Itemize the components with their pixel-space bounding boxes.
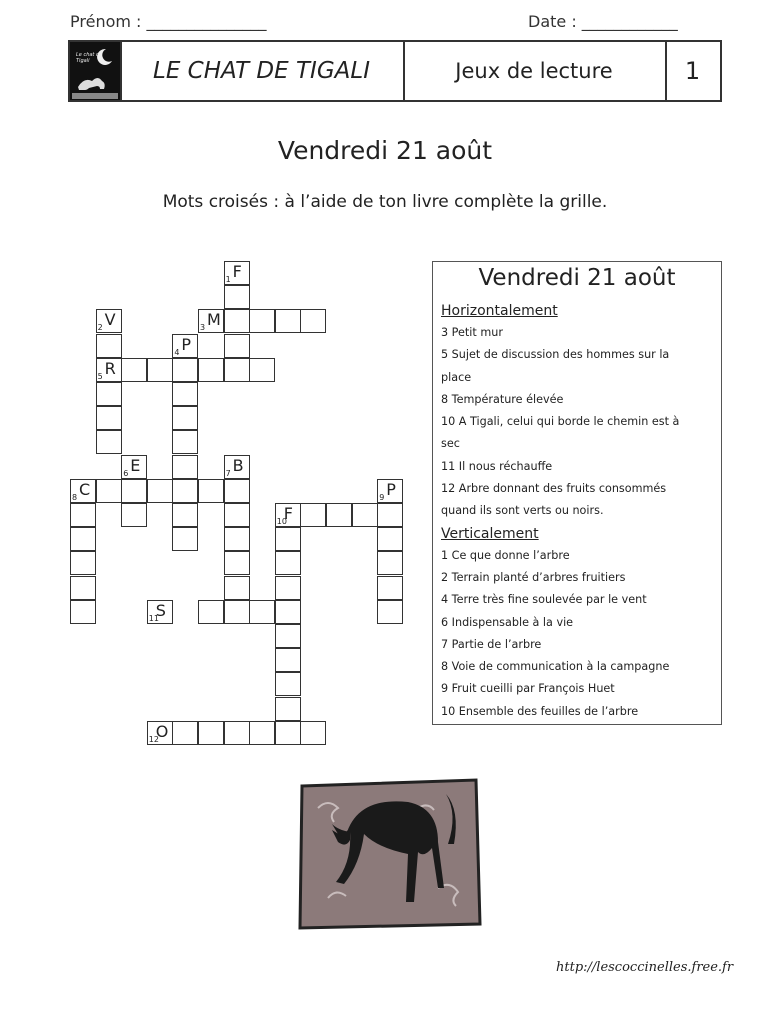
crossword-cell[interactable] xyxy=(70,576,96,600)
clue-item: quand ils sont verts ou noirs. xyxy=(441,504,604,518)
crossword-clue-number: 2 xyxy=(97,323,103,333)
clues-panel xyxy=(432,261,722,725)
crossword-letter: C xyxy=(79,479,91,499)
crossword-cell[interactable] xyxy=(224,503,250,527)
crossword-cell[interactable] xyxy=(275,600,301,624)
worksheet-title: LE CHAT DE TIGALI xyxy=(120,42,405,100)
crossword-cell[interactable] xyxy=(70,600,96,624)
cat-illustration xyxy=(298,778,482,930)
crossword-clue-number: 10 xyxy=(276,517,287,526)
crossword-cell[interactable] xyxy=(147,600,173,624)
crossword-cell[interactable] xyxy=(249,600,275,624)
clue-item: 6 Indispensable à la vie xyxy=(441,615,574,629)
arched-cat-icon xyxy=(298,778,482,930)
clue-item: 10 Ensemble des feuilles de l’arbre xyxy=(441,704,639,718)
crossword-cell[interactable] xyxy=(96,382,122,406)
crossword-letter: P xyxy=(386,479,396,499)
date-field: Date : ____________ xyxy=(528,12,678,31)
crossword-cell[interactable] xyxy=(224,261,250,285)
instructions: Mots croisés : à l’aide de ton livre complète la grille. xyxy=(162,192,608,212)
crossword-cell[interactable] xyxy=(224,455,250,479)
crossword-cell[interactable] xyxy=(172,721,198,745)
crossword-cell[interactable] xyxy=(147,358,173,382)
crossword-cell[interactable] xyxy=(70,551,96,575)
crossword-clue-number: 9 xyxy=(379,492,385,502)
logo xyxy=(70,42,122,100)
crossword-cell[interactable] xyxy=(172,358,198,382)
horizontal-clue-list xyxy=(441,322,713,523)
crossword-cell[interactable] xyxy=(377,479,403,503)
crossword-cell[interactable] xyxy=(121,479,147,503)
crossword-cell[interactable] xyxy=(224,285,250,309)
crossword-cell[interactable] xyxy=(377,576,403,600)
crossword-cell[interactable] xyxy=(275,309,301,333)
crossword-cell[interactable] xyxy=(121,503,147,527)
crossword-cell[interactable] xyxy=(172,334,198,358)
clue-item: 4 Terre très fine soulevée par le vent xyxy=(441,593,647,607)
worksheet-number: 1 xyxy=(684,57,701,85)
crossword-clue-number: 6 xyxy=(123,468,129,478)
crossword-cell[interactable] xyxy=(172,527,198,551)
crossword-cell[interactable] xyxy=(224,600,250,624)
crossword-cell[interactable] xyxy=(224,551,250,575)
clue-item: 5 Sujet de discussion des hommes sur la xyxy=(441,348,670,362)
crossword-cell[interactable] xyxy=(96,334,122,358)
header-banner xyxy=(68,40,722,102)
crossword-letter: V xyxy=(104,310,116,330)
crossword-cell[interactable] xyxy=(224,721,250,745)
crossword-cell[interactable] xyxy=(275,721,301,745)
crossword-cell[interactable] xyxy=(300,503,326,527)
clue-item: 11 Il nous réchauffe xyxy=(441,459,553,473)
crossword-cell[interactable] xyxy=(70,527,96,551)
crossword-cell[interactable] xyxy=(172,503,198,527)
crossword-cell[interactable] xyxy=(70,503,96,527)
crossword-cell[interactable] xyxy=(198,479,224,503)
crossword-cell[interactable] xyxy=(377,503,403,527)
crossword-cell[interactable] xyxy=(249,309,275,333)
crossword-cell[interactable] xyxy=(275,551,301,575)
clue-item: place xyxy=(441,370,472,384)
crossword-clue-number: 8 xyxy=(72,492,78,502)
crossword-cell[interactable] xyxy=(275,672,301,696)
clue-item: 8 Température élevée xyxy=(441,392,564,406)
crossword-cell[interactable] xyxy=(198,721,224,745)
clue-item: 9 Fruit cueilli par François Huet xyxy=(441,682,615,696)
crossword-cell[interactable] xyxy=(198,309,224,333)
crossword-cell[interactable] xyxy=(275,624,301,648)
crossword-letter: B xyxy=(232,455,244,475)
crossword-cell[interactable] xyxy=(96,358,122,382)
logo-text: Le chat de Tigali xyxy=(76,52,103,64)
crossword-clue-number: 1 xyxy=(225,275,231,284)
crossword-clue-number: 4 xyxy=(174,347,180,357)
crossword-cell[interactable] xyxy=(275,503,301,527)
crossword-cell[interactable] xyxy=(224,576,250,600)
vertical-clue-list xyxy=(441,545,713,723)
clue-item: 12 Arbre donnant des fruits consommés xyxy=(441,482,667,496)
crossword-letter: F xyxy=(283,504,293,523)
crossword-cell[interactable] xyxy=(96,406,122,430)
crossword-cell[interactable] xyxy=(172,406,198,430)
crossword-cell[interactable] xyxy=(275,648,301,672)
crossword-letter: P xyxy=(181,334,192,354)
crossword-clue-number: 3 xyxy=(200,323,206,333)
crossword-letter: F xyxy=(232,262,242,281)
crossword-cell[interactable] xyxy=(224,358,250,382)
crossword-clue-number: 12 xyxy=(148,734,159,744)
crossword-cell[interactable] xyxy=(377,527,403,551)
crossword-cell[interactable] xyxy=(172,479,198,503)
prenom-field: Prénom : _______________ xyxy=(70,12,267,31)
crossword-cell[interactable] xyxy=(352,503,378,527)
crossword-cell[interactable] xyxy=(70,479,96,503)
crossword-letter: S xyxy=(155,600,166,620)
clue-item: 7 Partie de l’arbre xyxy=(441,637,542,651)
crossword-cell[interactable] xyxy=(121,455,147,479)
crossword-letter: R xyxy=(104,358,116,378)
crossword-cell[interactable] xyxy=(300,309,326,333)
crossword-cell[interactable] xyxy=(96,309,122,333)
crossword-cell[interactable] xyxy=(198,600,224,624)
crossword-letter: E xyxy=(130,455,141,475)
crossword-letter: M xyxy=(207,310,221,330)
vertical-heading: Verticalement xyxy=(441,525,539,542)
crossword-clue-number: 11 xyxy=(148,613,159,623)
clue-item: 1 Ce que donne l’arbre xyxy=(441,548,570,562)
worksheet-subtitle: Jeux de lecture xyxy=(403,42,667,100)
crossword-cell[interactable] xyxy=(377,600,403,624)
clue-item: sec xyxy=(441,437,460,451)
clues-title: Vendredi 21 août xyxy=(478,265,676,291)
clue-item: 3 Petit mur xyxy=(441,326,503,339)
page-date-title: Vendredi 21 août xyxy=(277,136,493,165)
clue-item: 10 A Tigali, celui qui borde le chemin est à xyxy=(441,415,680,429)
crossword-cell[interactable] xyxy=(249,358,275,382)
crossword-cell[interactable] xyxy=(275,527,301,551)
crossword-grid xyxy=(70,261,408,744)
source-url[interactable]: http://lescoccinelles.free.fr xyxy=(556,960,734,975)
crossword-cell[interactable] xyxy=(121,358,147,382)
crossword-clue-number: 7 xyxy=(225,468,231,478)
crossword-letter: O xyxy=(155,721,169,741)
crossword-clue-number: 5 xyxy=(97,371,103,381)
crossword-cell[interactable] xyxy=(249,721,275,745)
crossword-cell[interactable] xyxy=(326,503,352,527)
crossword-cell[interactable] xyxy=(172,382,198,406)
crossword-cell[interactable] xyxy=(172,430,198,454)
crossword-cell[interactable] xyxy=(224,309,250,333)
horizontal-heading: Horizontalement xyxy=(441,303,558,319)
crossword-cell[interactable] xyxy=(147,721,173,745)
clue-item: 8 Voie de communication à la campagne xyxy=(441,660,670,674)
crossword-cell[interactable] xyxy=(96,479,122,503)
crossword-cell[interactable] xyxy=(96,430,122,454)
crossword-cell[interactable] xyxy=(198,358,224,382)
crossword-cell[interactable] xyxy=(172,455,198,479)
crossword-cell[interactable] xyxy=(224,527,250,551)
crossword-cell[interactable] xyxy=(275,697,301,721)
crossword-cell[interactable] xyxy=(300,721,326,745)
crossword-cell[interactable] xyxy=(224,334,250,358)
crossword-cell[interactable] xyxy=(275,576,301,600)
crossword-cell[interactable] xyxy=(147,479,173,503)
crossword-cell[interactable] xyxy=(377,551,403,575)
crossword-cell[interactable] xyxy=(224,479,250,503)
clue-item: 2 Terrain planté d’arbres fruitiers xyxy=(441,570,626,584)
